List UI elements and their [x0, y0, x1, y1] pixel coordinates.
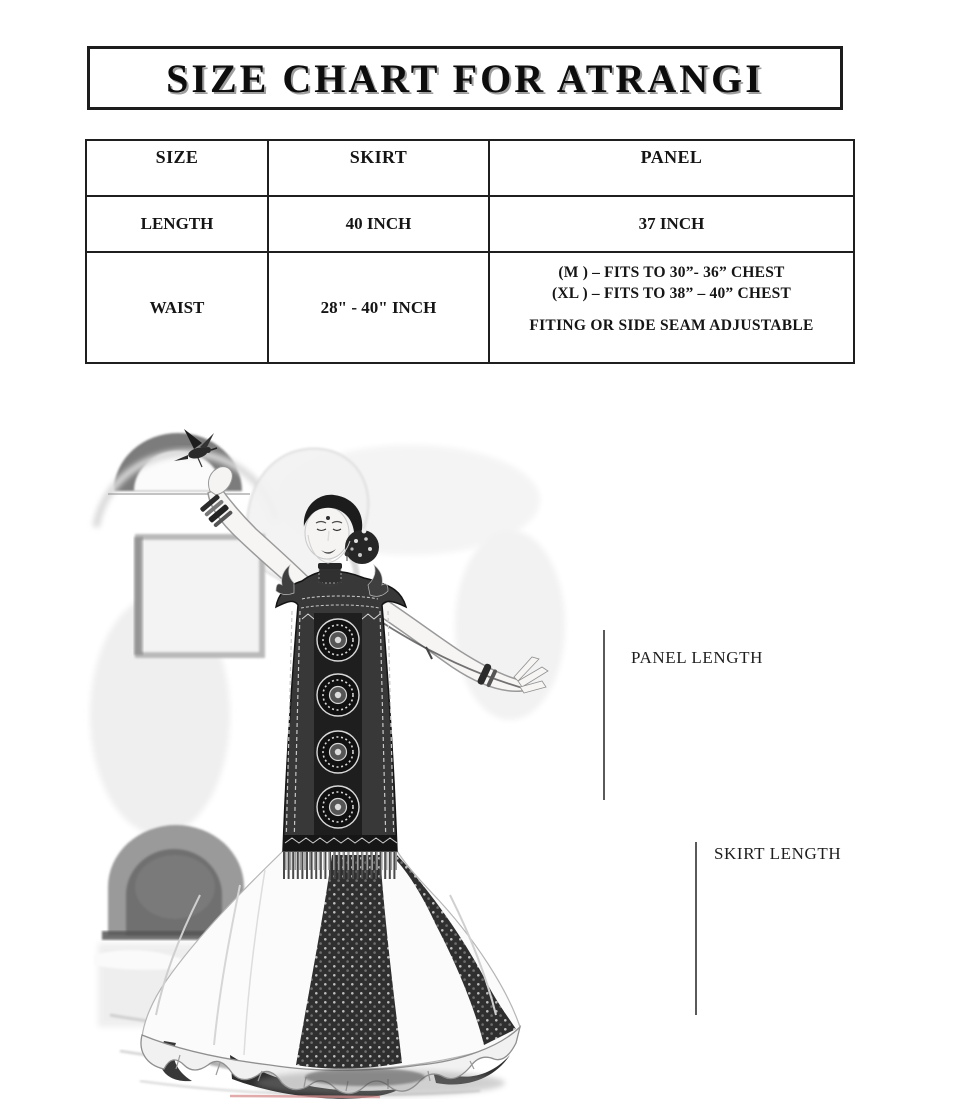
table-row-waist [86, 252, 854, 363]
panel-fit-m-text: (M ) – FITS TO 30”- 36” CHEST [558, 264, 785, 281]
skirt-length-label: SKIRT LENGTH [714, 844, 842, 863]
title-box [87, 46, 843, 110]
panel-length-label: PANEL LENGTH [631, 648, 764, 667]
panel-fit-xl-text: (XL ) – FITS TO 38” – 40” CHEST [551, 285, 792, 302]
page-title: SIZE CHART FOR ATRANGI [166, 55, 764, 101]
table-row-length [86, 196, 854, 252]
length-skirt-value: 40 INCH [268, 196, 489, 252]
waist-panel-cell [489, 252, 854, 363]
panel-adjustable-note: FITING OR SIDE SEAM ADJUSTABLE [529, 317, 814, 334]
col-header-size: SIZE [86, 140, 268, 196]
col-header-skirt: SKIRT [268, 140, 489, 196]
length-panel-value: 37 INCH [489, 196, 854, 252]
panel-cell-spacer [491, 304, 852, 317]
skirt-length-line [695, 842, 697, 1015]
panel-length-line [603, 630, 605, 800]
dancer-illustration [80, 415, 580, 1105]
waist-skirt-value: 28" - 40" INCH [268, 252, 489, 363]
table-header-row [86, 140, 854, 196]
length-row-label: LENGTH [86, 196, 268, 252]
dancer-sketch-svg [80, 415, 580, 1105]
size-table [85, 139, 855, 364]
waist-row-label: WAIST [86, 252, 268, 363]
col-header-panel: PANEL [489, 140, 854, 196]
